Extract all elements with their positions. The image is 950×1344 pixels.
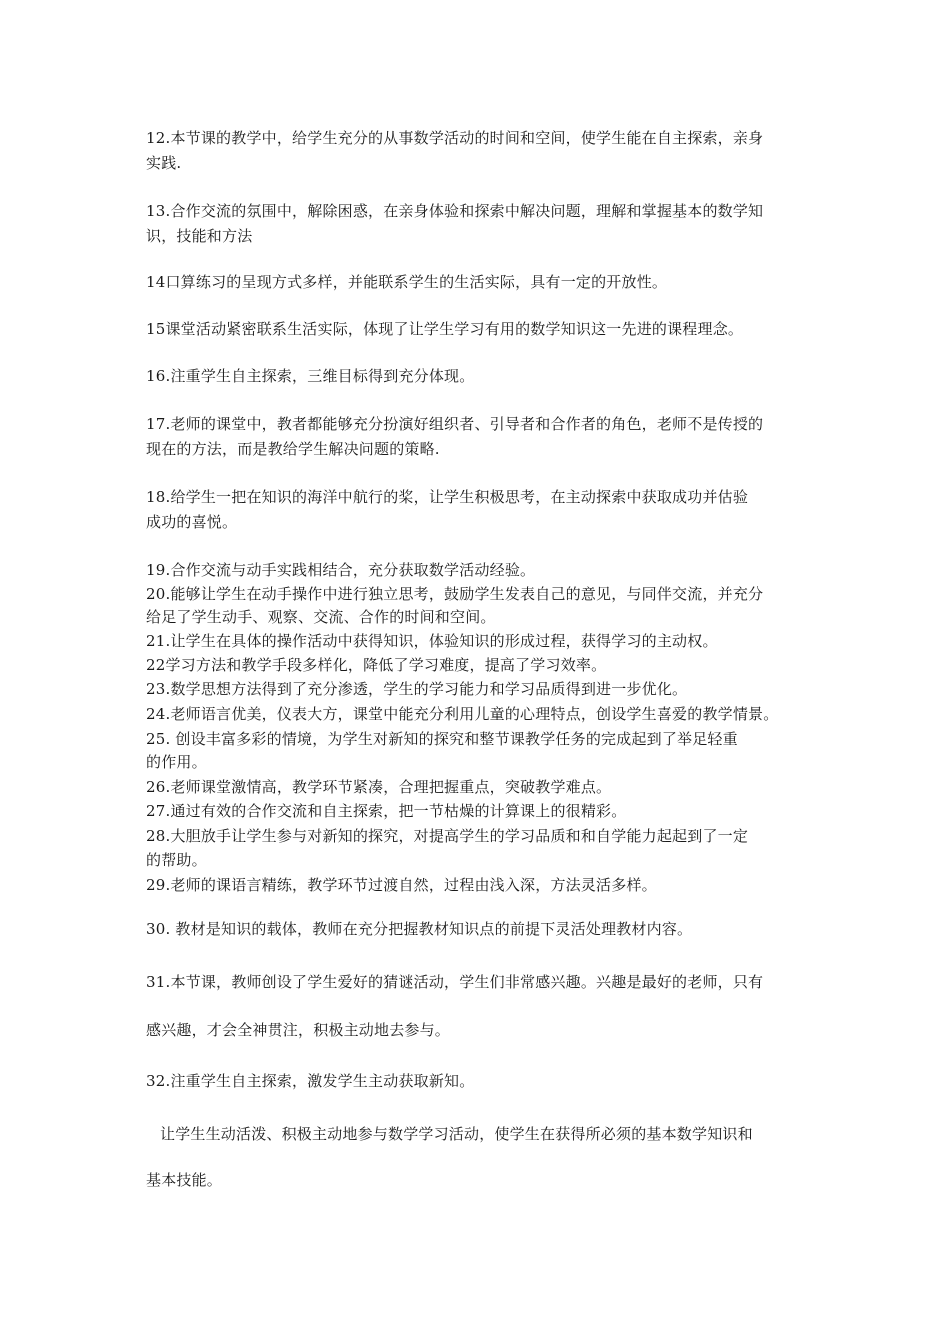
text-line: 13.合作交流的氛围中，解除困惑，在亲身体验和探索中解决问题，理解和掌握基本的数学知	[146, 202, 764, 220]
text-line: 19.合作交流与动手实践相结合，充分获取数学活动经验。	[146, 561, 536, 579]
text-line: 30. 教材是知识的载体，教师在充分把握教材知识点的前提下灵活处理教材内容。	[146, 920, 693, 938]
text-line: 28.大胆放手让学生参与对新知的探究，对提高学生的学习品质和和自学能力起起到了一定	[146, 827, 749, 845]
text-line: 21.让学生在具体的操作活动中获得知识，体验知识的形成过程，获得学习的主动权。	[146, 632, 718, 650]
text-line: 18.给学生一把在知识的海洋中航行的桨，让学生积极思考，在主动探索中获取成功并估验	[146, 488, 749, 506]
text-line: 26.老师课堂激情高，教学环节紧凑，合理把握重点，突破教学难点。	[146, 778, 612, 796]
text-line: 的帮助。	[146, 851, 207, 869]
text-line: 29.老师的课语言精练，教学环节过渡自然，过程由浅入深，方法灵活多样。	[146, 876, 657, 894]
text-line: 实践.	[146, 154, 182, 172]
text-line: 12.本节课的教学中，给学生充分的从事数学活动的时间和空间，使学生能在自主探索，亲身	[146, 129, 764, 147]
text-line: 识，技能和方法	[146, 227, 253, 245]
text-line: 14口算练习的呈现方式多样，并能联系学生的生活实际，具有一定的开放性。	[146, 273, 668, 291]
text-line: 成功的喜悦。	[146, 513, 238, 531]
text-line: 基本技能。	[146, 1171, 223, 1189]
text-line: 17.老师的课堂中，教者都能够充分扮演好组织者、引导者和合作者的角色，老师不是传授的	[146, 415, 764, 433]
text-line: 15课堂活动紧密联系生活实际，体现了让学生学习有用的数学知识这一先进的课程理念。	[146, 320, 744, 338]
text-line: 32.注重学生自主探索，激发学生主动获取新知。	[146, 1072, 475, 1090]
text-line: 感兴趣，才会全神贯注，积极主动地去参与。	[146, 1021, 451, 1039]
text-line: 22学习方法和教学手段多样化，降低了学习难度，提高了学习效率。	[146, 656, 607, 674]
text-line: 24.老师语言优美，仪表大方，课堂中能充分利用儿童的心理特点，创设学生喜爱的教学情景。	[146, 705, 779, 723]
text-line: 25. 创设丰富多彩的情境，为学生对新知的探究和整节课教学任务的完成起到了举足轻重	[146, 730, 738, 748]
text-line: 27.通过有效的合作交流和自主探索，把一节枯燥的计算课上的很精彩。	[146, 802, 627, 820]
text-line: 16.注重学生自主探索，三维目标得到充分体现。	[146, 367, 475, 385]
text-line: 现在的方法，而是教给学生解决问题的策略.	[146, 440, 440, 458]
text-line: 的作用。	[146, 753, 207, 771]
text-line: 23.数学思想方法得到了充分渗透，学生的学习能力和学习品质得到进一步优化。	[146, 680, 688, 698]
text-line: 20.能够让学生在动手操作中进行独立思考，鼓励学生发表自己的意见，与同伴交流，并充分	[146, 585, 764, 603]
text-line: 让学生生动活泼、积极主动地参与数学学习活动，使学生在获得所必须的基本数学知识和	[160, 1125, 753, 1143]
text-line: 31.本节课，教师创设了学生爱好的猜谜活动，学生们非常感兴趣。兴趣是最好的老师，只有	[146, 973, 764, 991]
text-line: 给足了学生动手、观察、交流、合作的时间和空间。	[146, 608, 496, 626]
